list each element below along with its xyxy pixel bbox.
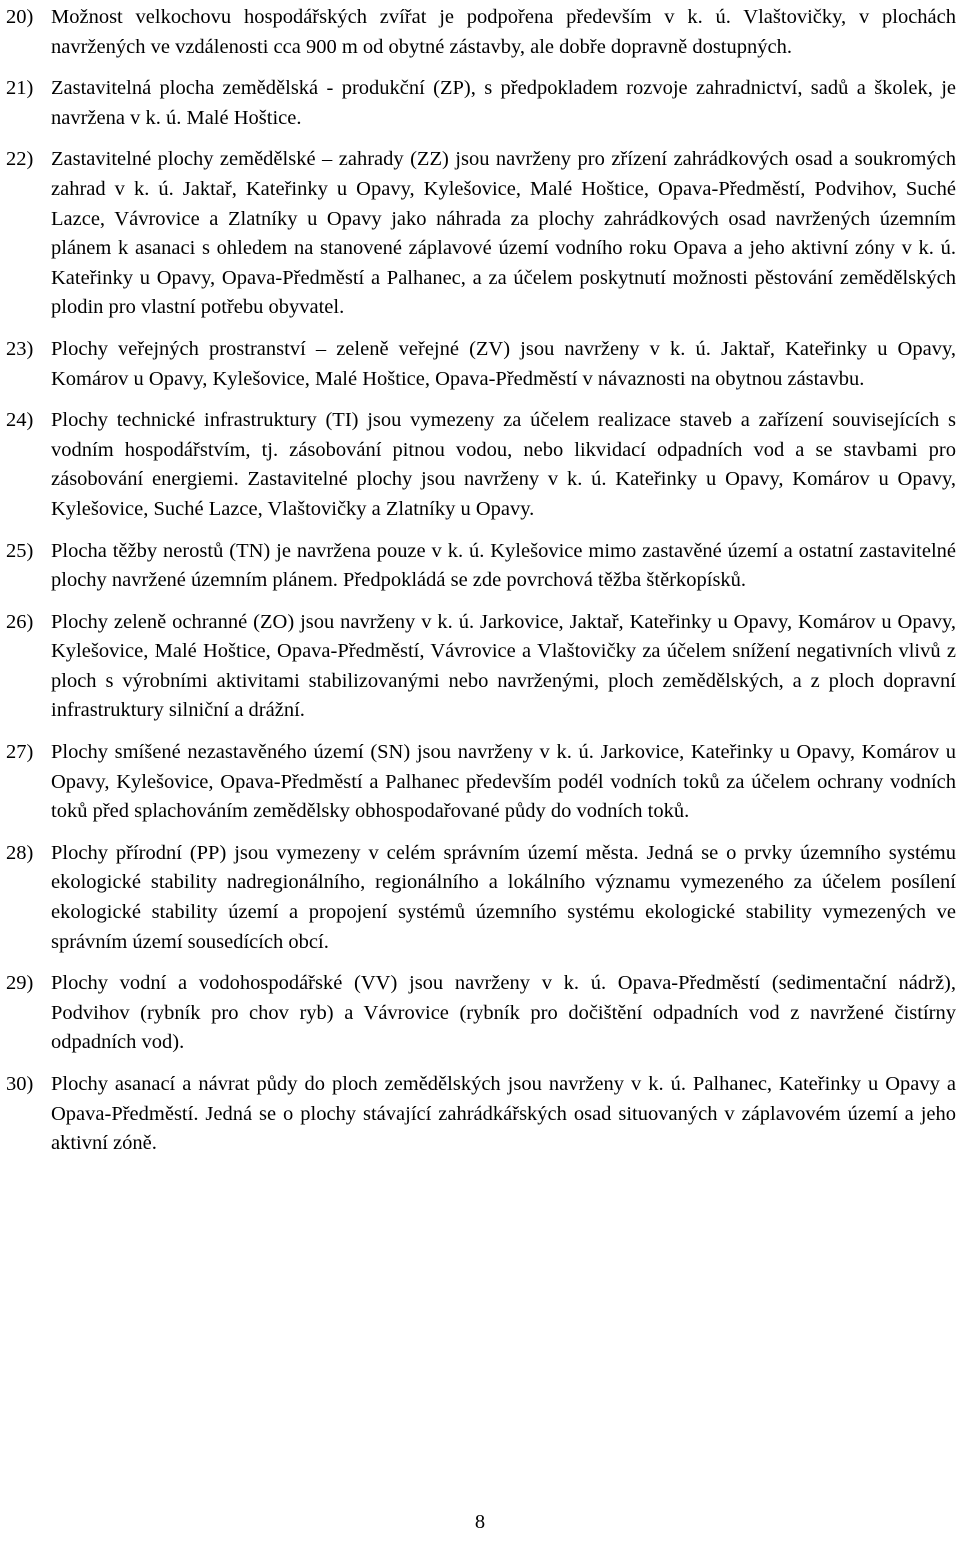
item-number: 25) [6, 539, 34, 562]
page-number: 8 [474, 1511, 486, 1533]
item-number: 30) [6, 1073, 34, 1095]
item-text: Plochy přírodní (PP) jsou vymezeny v celém správním území města. Jedná se o prvky územního systému ekologické stability nadregionálního, regionálního a lokálního významu vymezeného za účelem posílení ekologické stability území a propojení systémů územního systému ekologické stability vymezených ve správním území sousedících obcí. [51, 841, 956, 953]
item-number: 21) [6, 77, 34, 100]
list-item-27 [6, 738, 956, 827]
list-item-22 [6, 145, 956, 323]
item-number: 29) [6, 972, 34, 995]
item-number: 22) [6, 148, 34, 171]
list-item-21 [6, 74, 956, 133]
list-item-29 [6, 969, 956, 1058]
item-number: 24) [6, 409, 34, 432]
list-item-26 [6, 608, 956, 726]
numbered-paragraph-list [6, 3, 956, 1171]
list-item-25 [6, 537, 956, 596]
item-number: 26) [6, 610, 34, 633]
item-number: 20) [6, 6, 34, 28]
list-item-24 [6, 406, 956, 524]
item-text: Možnost velkochovu hospodářských zvířat je podpořena především v k. ú. Vlaštovičky, v plochách navržených ve vzdálenosti cca 900 m od obytné zástavby, ale dobře dopravně dostupných. [51, 6, 956, 58]
item-text: Zastavitelná plocha zemědělská - produkční (ZP), s předpokladem rozvoje zahradnictví, sadů a školek, je navržena v k. ú. Malé Hoštice. [51, 77, 956, 129]
item-number: 27) [6, 741, 34, 764]
item-text: Plochy asanací a návrat půdy do ploch zemědělských jsou navrženy v k. ú. Palhanec, Kateřinky u Opavy a Opava-Předměstí. Jedná se o plochy stávající zahrádkářských osad situovaných v záplavovém území a jeho aktivní zóně. [51, 1073, 956, 1155]
item-text: Plochy smíšené nezastavěného území (SN) jsou navrženy v k. ú. Jarkovice, Kateřinky u Opavy, Komárov u Opavy, Kylešovice, Opava-Předměstí a Palhanec především podél vodních toků za účelem ochrany vodních toků před splachováním zemědělsky obhospodařované půdy do vodních toků. [51, 741, 956, 823]
item-number: 23) [6, 337, 34, 360]
item-text: Plochy veřejných prostranství – zeleně veřejné (ZV) jsou navrženy v k. ú. Jaktař, Kateřinky u Opavy, Komárov u Opavy, Kylešovice, Malé Hoštice, Opava-Předměstí v návaznosti na obytnou zástavbu. [51, 337, 956, 390]
list-item-28 [6, 839, 956, 957]
list-item-30 [6, 1070, 956, 1159]
item-text: Zastavitelné plochy zemědělské – zahrady (ZZ) jsou navrženy pro zřízení zahrádkových osad a soukromých zahrad v k. ú. Jaktař, Kateřinky u Opavy, Kylešovice, Malé Hoštice, Opava-Předměstí, Podvihov, Suché Lazce, Vávrovice a Zlatníky u Opavy jako náhrada za plochy zahrádkových osad navržených územním plánem k asanaci s ohledem na stanovené záplavové území vodního roku Opava a jeho aktivní zóny v k. ú. Kateřinky u Opavy, Opava-Předměstí a Palhanec, a za účelem poskytnutí možnosti pěstování zemědělských plodin pro vlastní potřebu obyvatel. [51, 148, 956, 319]
item-text: Plochy zeleně ochranné (ZO) jsou navrženy v k. ú. Jarkovice, Jaktař, Kateřinky u Opavy, Komárov u Opavy, Kylešovice, Malé Hoštice, Opava-Předměstí, Vávrovice a Vlaštovičky za účelem snížení negativních vlivů z ploch s výrobními aktivitami stabilizovanými nebo navrženými, ploch zemědělských, a z ploch dopravní infrastruktury silniční a drážní. [51, 610, 956, 722]
item-text: Plochy vodní a vodohospodářské (VV) jsou navrženy v k. ú. Opava-Předměstí (sedimentační nádrž), Podvihov (rybník pro chov ryb) a Vávrovice (rybník pro dočištění odpadních vod z navržené čistírny odpadních vod). [51, 972, 956, 1054]
list-item-20 [6, 3, 956, 62]
list-item-23 [6, 335, 956, 394]
item-text: Plocha těžby nerostů (TN) je navržena pouze v k. ú. Kylešovice mimo zastavěné území a ostatní zastavitelné plochy navržené územním plánem. Předpokládá se zde povrchová těžba štěrkopísků. [51, 539, 956, 592]
item-text: Plochy technické infrastruktury (TI) jsou vymezeny za účelem realizace staveb a zařízení souvisejících s vodním hospodářstvím, tj. zásobování pitnou vodou, nebo likvidací odpadních vod a se stavbami pro zásobování energiemi. Zastavitelné plochy jsou navrženy v k. ú. Kateřinky u Opavy, Komárov u Opavy, Kylešovice, Suché Lazce, Vlaštovičky a Zlatníky u Opavy. [51, 409, 956, 520]
item-number: 28) [6, 841, 34, 864]
